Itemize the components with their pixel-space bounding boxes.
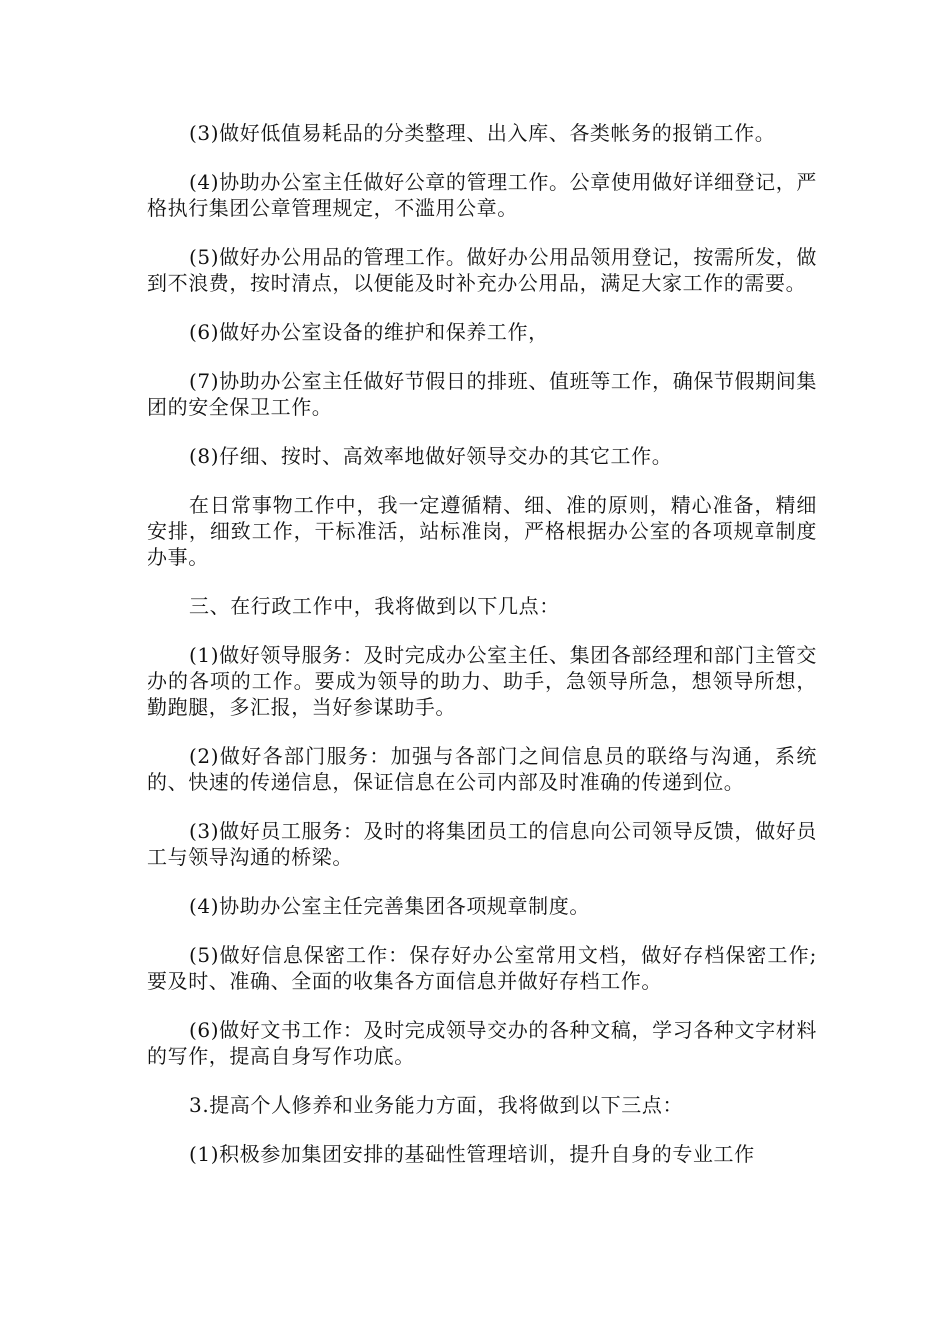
paragraph: (7)协助办公室主任做好节假日的排班、值班等工作，确保节假期间集团的安全保卫工作。 [147, 369, 817, 419]
paragraph: 在日常事物工作中，我一定遵循精、细、准的原则，精心准备，精细安排，细致工作，干标准活，站标准岗，严格根据办公室的各项规章制度办事。 [147, 493, 817, 569]
document-body [147, 120, 817, 1190]
paragraph: (2)做好各部门服务：加强与各部门之间信息员的联络与沟通，系统的、快速的传递信息，保证信息在公司内部及时准确的传递到位。 [147, 744, 817, 794]
paragraph: (4)协助办公室主任做好公章的管理工作。公章使用做好详细登记，严格执行集团公章管理规定，不滥用公章。 [147, 170, 817, 220]
paragraph: (4)协助办公室主任完善集团各项规章制度。 [189, 894, 590, 918]
paragraph: (3)做好员工服务：及时的将集团员工的信息向公司领导反馈，做好员工与领导沟通的桥梁。 [147, 819, 817, 869]
paragraph: (1)积极参加集团安排的基础性管理培训，提升自身的专业工作 [189, 1142, 755, 1166]
section-heading: 3.提高个人修养和业务能力方面，我将做到以下三点： [189, 1093, 684, 1117]
paragraph: (6)做好办公室设备的维护和保养工作， [189, 320, 549, 344]
paragraph: (8)仔细、按时、高效率地做好领导交办的其它工作。 [189, 444, 673, 468]
section-heading: 三、在行政工作中，我将做到以下几点： [189, 594, 560, 618]
paragraph: (5)做好信息保密工作：保存好办公室常用文档，做好存档保密工作;要及时、准确、全面的收集各方面信息并做好存档工作。 [147, 943, 817, 993]
paragraph: (3)做好低值易耗品的分类整理、出入库、各类帐务的报销工作。 [189, 121, 776, 145]
paragraph: (1)做好领导服务：及时完成办公室主任、集团各部经理和部门主管交办的各项的工作。要成为领导的助力、助手，急领导所急，想领导所想，勤跑腿，多汇报，当好参谋助手。 [147, 643, 817, 719]
paragraph: (5)做好办公用品的管理工作。做好办公用品领用登记，按需所发，做到不浪费，按时清点，以便能及时补充办公用品，满足大家工作的需要。 [147, 245, 817, 295]
paragraph: (6)做好文书工作：及时完成领导交办的各种文稿，学习各种文字材料的写作，提高自身写作功底。 [147, 1018, 817, 1068]
